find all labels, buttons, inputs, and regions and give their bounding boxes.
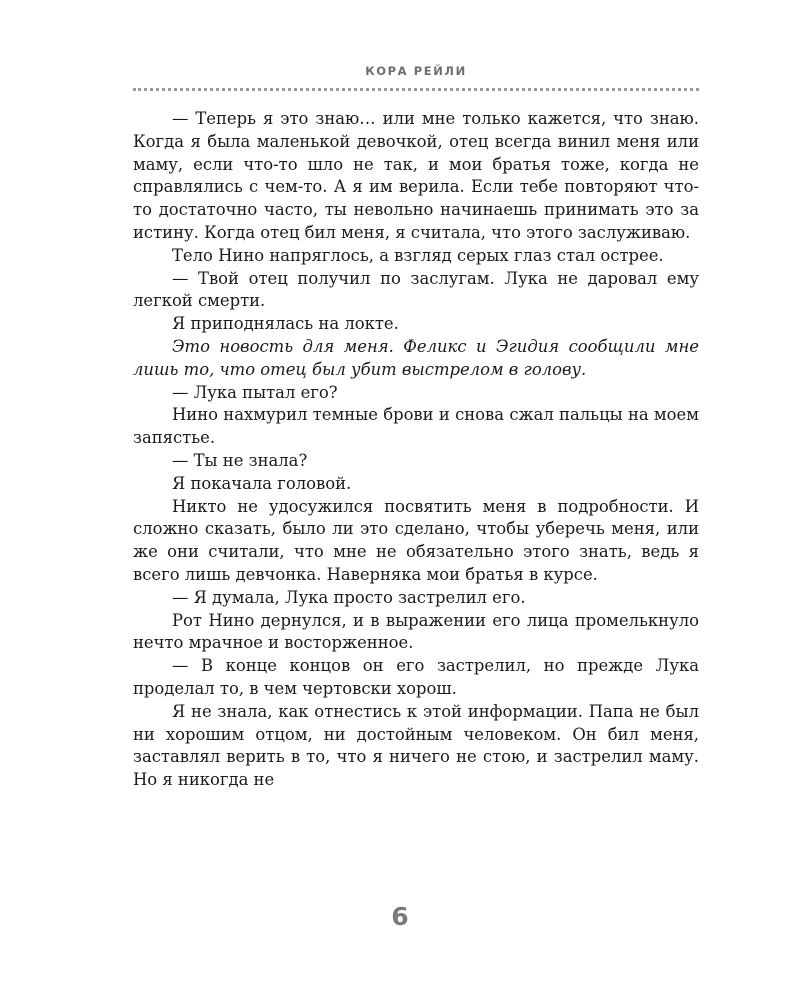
paragraph: Нино нахмурил темные брови и снова сжал пальцы на моем запястье. <box>133 405 699 448</box>
header-dotted-rule <box>133 88 699 91</box>
paragraph: — Ты не знала? <box>172 450 308 470</box>
paragraph: Рот Нино дернулся, и в выражении его лица промелькнуло нечто мрачное и восторженное. <box>133 610 699 653</box>
running-head: КОРА РЕЙЛИ <box>365 64 467 78</box>
paragraph: Я не знала, как отнестись к этой информации. Папа не был ни хорошим отцом, ни достойным человеком. Он бил меня, заставлял верить в то, что я ничего не стою, и застрелил маму. Но я никогда не <box>133 701 699 790</box>
page-text <box>133 108 699 792</box>
italic-paragraph: Это новость для меня. Феликс и Эгидия сообщили мне лишь то, что отец был убит выстрелом в голову. <box>133 336 699 379</box>
paragraph: — Я думала, Лука просто застрелил его. <box>172 587 526 607</box>
paragraph: — Твой отец получил по заслугам. Лука не даровал ему легкой смерти. <box>133 268 699 311</box>
paragraph: Никто не удосужился посвятить меня в подробности. И сложно сказать, было ли это сделано, чтобы уберечь меня, или же они считали, что мне не обязательно этого знать, ведь я всего лишь девчонка. Наверняка мои братья в курсе. <box>133 496 699 584</box>
paragraph: Тело Нино напряглось, а взгляд серых глаз стал острее. <box>172 245 664 265</box>
paragraph: Я приподнялась на локте. <box>172 314 399 334</box>
paragraph: — Лука пытал его? <box>172 382 338 402</box>
paragraph: Я покачала головой. <box>172 473 352 493</box>
paragraph: — Теперь я это знаю… или мне только кажется, что знаю. Когда я была маленькой девочкой, отец всегда винил меня или маму, если что-то шло не так, и мои братья тоже, когда не справлялись с чем-то. А я им верила. Если тебе повторяют что-то достаточно часто, ты невольно начинаешь принимать это за истину. Когда отец бил меня, я считала, что этого заслуживаю. <box>133 109 699 242</box>
page-number: 6 <box>391 902 409 931</box>
paragraph: — В конце концов он его застрелил, но прежде Лука проделал то, в чем чертовски хорош. <box>133 656 699 698</box>
